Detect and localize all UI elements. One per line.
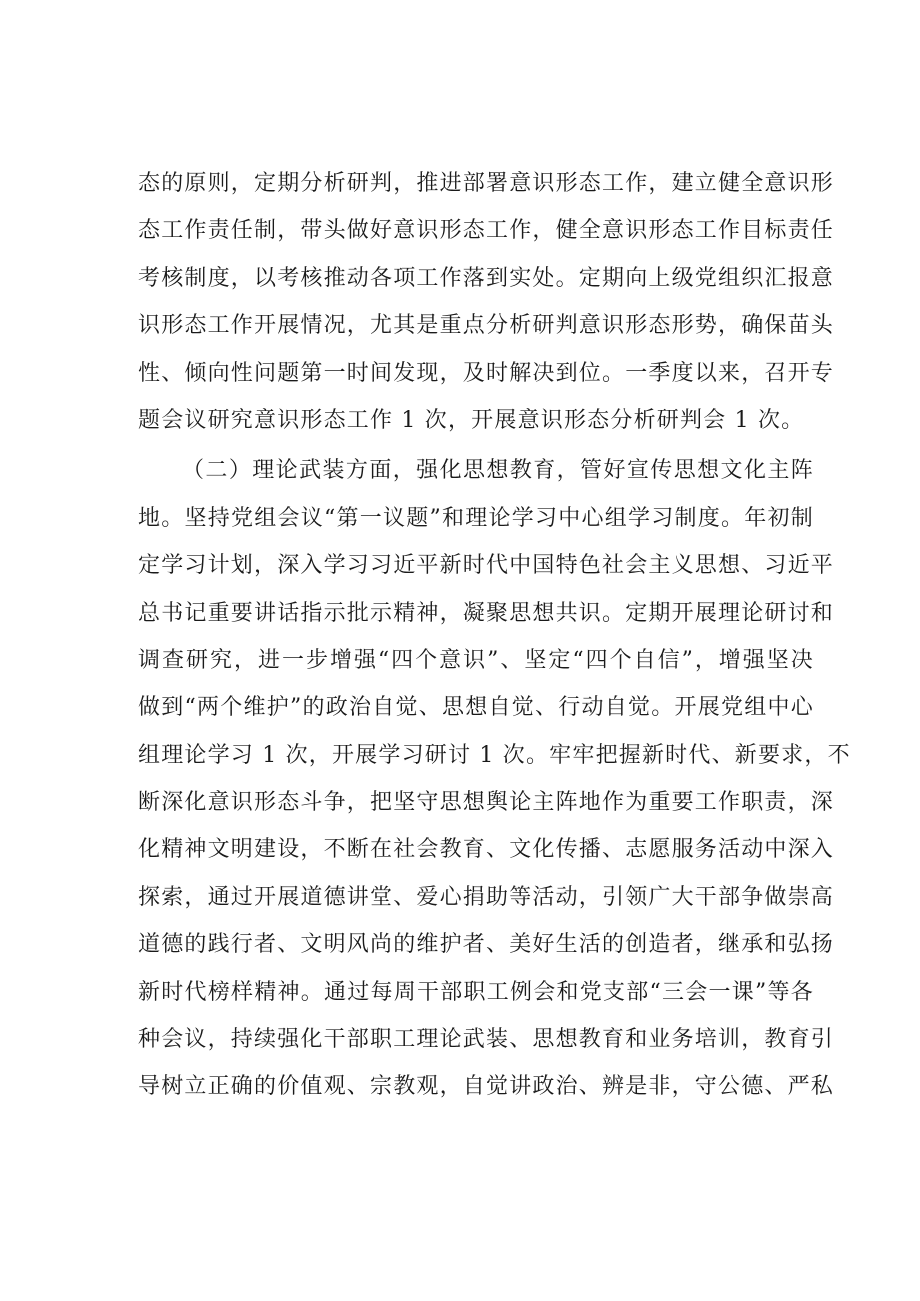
text-line: 态工作责任制，带头做好意识形态工作，健全意识形态工作目标责任 [138,218,835,244]
text-line: 导树立正确的价值观、宗教观，自觉讲政治、辨是非，守公德、严私 [138,1074,835,1100]
text-line: 性、倾向性问题第一时间发现，及时解决到位。一季度以来，召开专 [138,360,835,386]
text-line: 探索，通过开展道德讲堂、爱心捐助等活动，引领广大干部争做崇高 [138,884,835,910]
section-heading-line: （二）理论武装方面，强化思想教育，管好宣传思想文化主阵 [182,458,814,484]
text-line: 态的原则，定期分析研判，推进部署意识形态工作，建立健全意识形 [138,171,835,196]
text-line: 总书记重要讲话指示批示精神，凝聚思想共识。定期开展理论研讨和 [138,600,835,626]
paragraph-2 [138,447,851,1110]
text-line: 种会议，持续强化干部职工理论武装、思想教育和业务培训，教育引 [138,1027,835,1053]
text-line: 地。坚持党组会议“第一议题”和理论学习中心组学习制度。年初制 [138,505,814,531]
text-line: 识形态工作开展情况，尤其是重点分析研判意识形态形势，确保苗头 [138,313,835,339]
paragraph-1 [138,160,835,444]
text-line: 题会议研究意识形态工作 1 次，开展意识形态分析研判会 1 次。 [138,407,805,433]
text-line: 化精神文明建设，不断在社会教育、文化传播、志愿服务活动中深入 [138,837,835,863]
text-line: 做到“两个维护”的政治自觉、思想自觉、行动自觉。开展党组中心 [138,695,814,721]
text-line: 组理论学习 1 次，开展学习研讨 1 次。牢牢把握新时代、新要求，不 [138,742,851,768]
document-body [138,160,851,1111]
text-line: 新时代榜样精神。通过每周干部职工例会和党支部“三会一课”等各 [138,979,814,1005]
text-line: 断深化意识形态斗争，把坚守思想舆论主阵地作为重要工作职责，深 [138,790,835,816]
text-line: 道德的践行者、文明风尚的维护者、美好生活的创造者，继承和弘扬 [138,932,835,958]
text-line: 调查研究，进一步增强“四个意识”、坚定“四个自信”，增强坚决 [138,647,814,673]
text-line: 考核制度，以考核推动各项工作落到实处。定期向上级党组织汇报意 [138,265,835,291]
text-line: 定学习计划，深入学习习近平新时代中国特色社会主义思想、习近平 [138,553,835,579]
